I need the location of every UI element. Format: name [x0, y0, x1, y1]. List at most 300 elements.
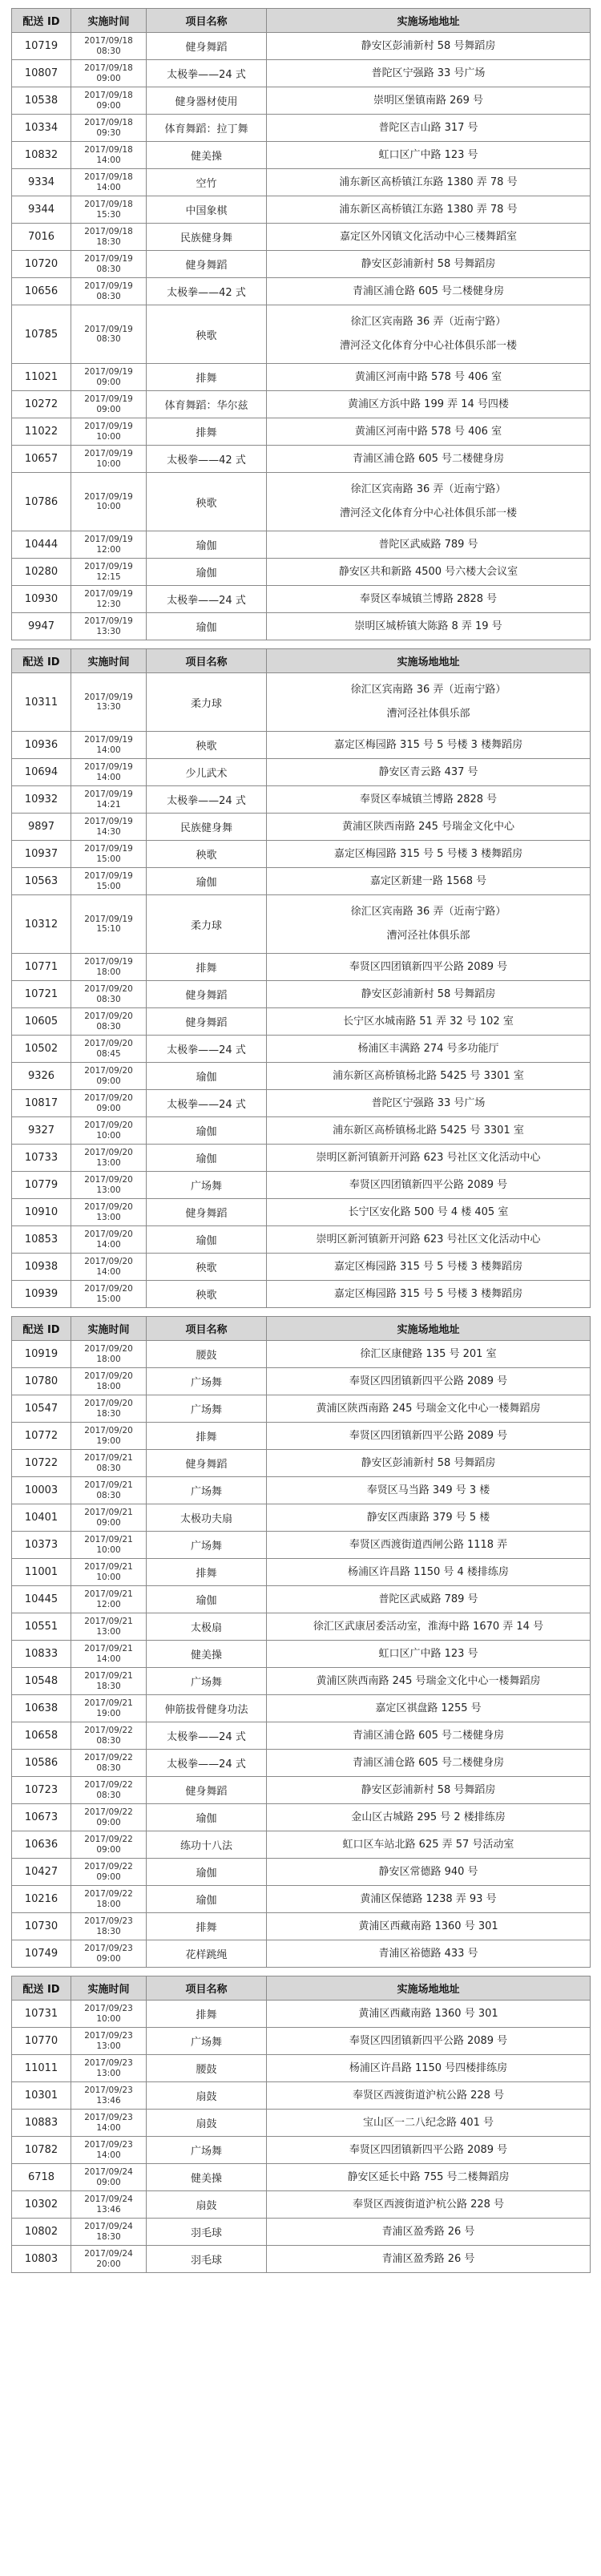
time-hour: 13:46 — [96, 2095, 121, 2106]
cell-project: 排舞 — [147, 364, 267, 391]
time-date: 2017/09/20 — [84, 1399, 133, 1409]
cell-id: 10883 — [12, 2110, 71, 2137]
address-line: 黄浦区西藏南路 1360 号 301 — [358, 2007, 498, 2020]
cell-id: 10785 — [12, 305, 71, 364]
address-line: 奉贤区四团镇新四平公路 2089 号 — [349, 1178, 508, 1191]
time-hour: 10:00 — [96, 2013, 121, 2024]
time-hour: 08:30 — [96, 291, 121, 301]
time-hour: 20:00 — [96, 2259, 121, 2269]
time-hour: 09:00 — [96, 377, 121, 387]
address-line: 奉贤区四团镇新四平公路 2089 号 — [349, 960, 508, 973]
cell-project: 中国象棋 — [147, 196, 267, 224]
cell-project: 秧歌 — [147, 473, 267, 531]
cell-id: 10719 — [12, 33, 71, 60]
section-spacer — [12, 1308, 591, 1317]
cell-id: 10216 — [12, 1886, 71, 1913]
address-line: 黄浦区河南中路 578 号 406 室 — [354, 425, 502, 438]
cell-address — [267, 1886, 591, 1913]
cell-address — [267, 1395, 591, 1423]
address-line: 黄浦区陕西南路 245 号瑞金文化中心 — [341, 820, 515, 833]
table-row — [12, 391, 591, 418]
address-line: 普陀区武威路 789 号 — [378, 538, 478, 551]
time-hour: 08:30 — [96, 1463, 121, 1473]
time-date: 2017/09/20 — [84, 1011, 133, 1022]
cell-id: 10656 — [12, 278, 71, 305]
time-hour: 10:00 — [96, 1130, 121, 1141]
cell-address — [267, 841, 591, 868]
cell-id: 9327 — [12, 1117, 71, 1145]
address-line: 崇明区新河镇新开河路 623 号社区文化活动中心 — [316, 1233, 541, 1246]
time-hour: 13:30 — [96, 702, 121, 712]
time-date: 2017/09/19 — [84, 616, 133, 627]
time-date: 2017/09/19 — [84, 491, 133, 502]
cell-project: 羽毛球 — [147, 2246, 267, 2273]
cell-address — [267, 1613, 591, 1641]
time-hour: 09:00 — [96, 1076, 121, 1086]
time-date: 2017/09/19 — [84, 254, 133, 264]
section-spacer-cell — [12, 1968, 591, 1976]
time-hour: 09:00 — [96, 1817, 121, 1827]
cell-project: 太极拳——24 式 — [147, 1750, 267, 1777]
cell-id: 10937 — [12, 841, 71, 868]
cell-project: 秧歌 — [147, 732, 267, 759]
time-hour: 09:00 — [96, 100, 121, 111]
cell-project: 健美操 — [147, 2164, 267, 2191]
table-row — [12, 1586, 591, 1613]
cell-address — [267, 278, 591, 305]
cell-address — [267, 1559, 591, 1586]
address-line: 奉贤区西渡街道西闸公路 1118 弄 — [349, 1538, 508, 1551]
time-date: 2017/09/20 — [84, 1371, 133, 1382]
table-row — [12, 1940, 591, 1968]
cell-id: 10334 — [12, 115, 71, 142]
cell-address — [267, 1450, 591, 1477]
cell-address — [267, 759, 591, 786]
time-date: 2017/09/21 — [84, 1671, 133, 1682]
cell-id: 11021 — [12, 364, 71, 391]
address-line: 漕河泾文化体育分中心社体俱乐部一楼 — [339, 340, 517, 352]
cell-address — [267, 1008, 591, 1036]
time-date: 2017/09/19 — [84, 817, 133, 827]
cell-time — [71, 1199, 147, 1226]
time-date: 2017/09/19 — [84, 422, 133, 432]
table-row — [12, 1477, 591, 1504]
cell-address — [267, 2164, 591, 2191]
time-hour: 14:00 — [96, 745, 121, 755]
time-date: 2017/09/22 — [84, 1753, 133, 1763]
time-hour: 08:30 — [96, 46, 121, 56]
cell-address — [267, 954, 591, 981]
address-line: 普陀区宁强路 33 号广场 — [371, 1096, 486, 1109]
cell-address — [267, 1281, 591, 1308]
cell-time — [71, 169, 147, 196]
cell-address — [267, 2082, 591, 2110]
cell-address — [267, 673, 591, 732]
address-line: 奉贤区马当路 349 号 3 楼 — [366, 1484, 490, 1496]
table-row — [12, 732, 591, 759]
table-row — [12, 1450, 591, 1477]
table-row — [12, 251, 591, 278]
time-date: 2017/09/20 — [84, 1039, 133, 1049]
cell-address — [267, 1804, 591, 1831]
table-row — [12, 1036, 591, 1063]
address-line: 普陀区宁强路 33 号广场 — [371, 67, 486, 79]
cell-time — [71, 2055, 147, 2082]
header-address: 实施场地地址 — [267, 649, 591, 673]
table-row — [12, 278, 591, 305]
time-hour: 14:00 — [96, 1653, 121, 1664]
cell-project: 健身舞蹈 — [147, 1450, 267, 1477]
cell-time — [71, 1532, 147, 1559]
table-row — [12, 1254, 591, 1281]
cell-address — [267, 531, 591, 559]
cell-id: 6718 — [12, 2164, 71, 2191]
cell-address — [267, 2001, 591, 2028]
cell-address — [267, 586, 591, 613]
time-hour: 08:30 — [96, 264, 121, 274]
time-date: 2017/09/18 — [84, 91, 133, 101]
address-line: 金山区古城路 295 号 2 楼排练房 — [351, 1811, 506, 1823]
address-line: 青浦区浦仓路 605 号二楼健身房 — [352, 452, 505, 465]
address-line: 嘉定区梅园路 315 号 5 号楼 3 楼舞蹈房 — [333, 847, 523, 860]
cell-address — [267, 1831, 591, 1859]
address-line: 奉贤区西渡街道沪杭公路 228 号 — [352, 2089, 505, 2102]
cell-address — [267, 1695, 591, 1722]
address-line: 漕河泾社体俱乐部 — [386, 708, 470, 720]
section-spacer-cell — [12, 640, 591, 649]
address-line: 青浦区浦仓路 605 号二楼健身房 — [352, 1729, 505, 1742]
cell-address — [267, 732, 591, 759]
time-date: 2017/09/19 — [84, 394, 133, 405]
cell-project: 太极拳——42 式 — [147, 446, 267, 473]
cell-address — [267, 1641, 591, 1668]
cell-address — [267, 1859, 591, 1886]
time-date: 2017/09/22 — [84, 1862, 133, 1872]
cell-address — [267, 196, 591, 224]
time-date: 2017/09/18 — [84, 63, 133, 74]
cell-address — [267, 1172, 591, 1199]
cell-project: 广场舞 — [147, 1368, 267, 1395]
cell-time — [71, 1804, 147, 1831]
address-line: 长宁区水城南路 51 弄 32 号 102 室 — [343, 1015, 514, 1028]
cell-time — [71, 1036, 147, 1063]
address-line: 徐汇区康健路 135 号 201 室 — [360, 1347, 497, 1360]
cell-time — [71, 391, 147, 418]
time-date: 2017/09/23 — [84, 1944, 133, 1954]
time-hour: 08:45 — [96, 1048, 121, 1059]
table-row — [12, 196, 591, 224]
cell-project: 瑜伽 — [147, 1804, 267, 1831]
cell-project: 瑜伽 — [147, 1226, 267, 1254]
cell-project: 民族健身舞 — [147, 814, 267, 841]
time-hour: 18:00 — [96, 1354, 121, 1364]
cell-project: 健身器材使用 — [147, 87, 267, 115]
address-line: 青浦区盈秀路 26 号 — [381, 2225, 475, 2238]
time-date: 2017/09/19 — [84, 762, 133, 773]
time-hour: 13:00 — [96, 2041, 121, 2051]
address-line: 嘉定区外冈镇文化活动中心三楼舞蹈室 — [339, 230, 517, 243]
cell-id: 10502 — [12, 1036, 71, 1063]
address-line: 虹口区广中路 123 号 — [378, 148, 478, 161]
cell-id: 10817 — [12, 1090, 71, 1117]
cell-id: 10853 — [12, 1226, 71, 1254]
header-address: 实施场地地址 — [267, 9, 591, 33]
cell-project: 瑜伽 — [147, 613, 267, 640]
address-line: 静安区彭浦新村 58 号舞蹈房 — [361, 987, 496, 1000]
cell-time — [71, 2137, 147, 2164]
address-line: 嘉定区梅园路 315 号 5 号楼 3 楼舞蹈房 — [333, 738, 523, 751]
cell-time — [71, 1477, 147, 1504]
cell-address — [267, 473, 591, 531]
cell-address — [267, 1722, 591, 1750]
cell-id: 10730 — [12, 1913, 71, 1940]
cell-project: 排舞 — [147, 1559, 267, 1586]
table-row — [12, 142, 591, 169]
table-row — [12, 2164, 591, 2191]
time-date: 2017/09/20 — [84, 984, 133, 995]
table-row — [12, 814, 591, 841]
cell-id: 11001 — [12, 1559, 71, 1586]
table-row — [12, 1341, 591, 1368]
time-hour: 12:30 — [96, 599, 121, 609]
cell-id: 10311 — [12, 673, 71, 732]
address-line: 静安区常德路 940 号 — [378, 1865, 478, 1878]
time-date: 2017/09/21 — [84, 1508, 133, 1518]
cell-id: 10749 — [12, 1940, 71, 1968]
address-line: 徐汇区宾南路 36 弄（近南宁路） — [350, 684, 506, 696]
cell-id: 10694 — [12, 759, 71, 786]
table-row — [12, 87, 591, 115]
cell-time — [71, 1641, 147, 1668]
cell-project: 体育舞蹈：拉丁舞 — [147, 115, 267, 142]
time-date: 2017/09/23 — [84, 2031, 133, 2041]
cell-time — [71, 1722, 147, 1750]
table-row — [12, 60, 591, 87]
table-row — [12, 954, 591, 981]
time-date: 2017/09/20 — [84, 1257, 133, 1267]
table-row — [12, 1395, 591, 1423]
cell-id: 10807 — [12, 60, 71, 87]
cell-address — [267, 559, 591, 586]
address-line: 嘉定区梅园路 315 号 5 号楼 3 楼舞蹈房 — [333, 1287, 523, 1300]
address-line: 杨浦区许昌路 1150 号 4 楼排练房 — [348, 1565, 509, 1578]
cell-time — [71, 1859, 147, 1886]
cell-address — [267, 814, 591, 841]
header-address: 实施场地地址 — [267, 1317, 591, 1341]
table-row — [12, 305, 591, 364]
cell-address — [267, 169, 591, 196]
time-hour: 08:30 — [96, 1021, 121, 1032]
cell-project: 太极拳——24 式 — [147, 1090, 267, 1117]
cell-address — [267, 613, 591, 640]
cell-time — [71, 868, 147, 895]
cell-time — [71, 2110, 147, 2137]
time-hour: 14:00 — [96, 2122, 121, 2133]
cell-time — [71, 418, 147, 446]
cell-project: 瑜伽 — [147, 868, 267, 895]
cell-address — [267, 2028, 591, 2055]
cell-time — [71, 2246, 147, 2273]
time-hour: 10:00 — [96, 1544, 121, 1555]
cell-time — [71, 1586, 147, 1613]
table-row — [12, 364, 591, 391]
cell-project: 扇鼓 — [147, 2110, 267, 2137]
time-date: 2017/09/19 — [84, 589, 133, 600]
time-date: 2017/09/21 — [84, 1562, 133, 1573]
cell-address — [267, 2219, 591, 2246]
address-line: 黄浦区陕西南路 245 号瑞金文化中心一楼舞蹈房 — [316, 1402, 541, 1415]
cell-id: 10932 — [12, 786, 71, 814]
table-header-row — [12, 9, 591, 33]
cell-time — [71, 1368, 147, 1395]
cell-time — [71, 981, 147, 1008]
cell-id: 10548 — [12, 1668, 71, 1695]
time-hour: 09:00 — [96, 73, 121, 83]
cell-address — [267, 2246, 591, 2273]
cell-project: 排舞 — [147, 1913, 267, 1940]
cell-time — [71, 1226, 147, 1254]
cell-project: 健身舞蹈 — [147, 251, 267, 278]
header-id: 配送 ID — [12, 1976, 71, 2001]
cell-time — [71, 87, 147, 115]
table-row — [12, 841, 591, 868]
time-hour: 18:30 — [96, 1681, 121, 1691]
cell-project: 广场舞 — [147, 1477, 267, 1504]
schedule-page — [11, 8, 590, 2273]
cell-id: 10771 — [12, 954, 71, 981]
address-line: 奉贤区四团镇新四平公路 2089 号 — [349, 2034, 508, 2047]
cell-time — [71, 1559, 147, 1586]
cell-address — [267, 1090, 591, 1117]
time-date: 2017/09/19 — [84, 844, 133, 854]
cell-id: 10401 — [12, 1504, 71, 1532]
table-row — [12, 868, 591, 895]
table-row — [12, 1423, 591, 1450]
address-line: 徐汇区宾南路 36 弄（近南宁路） — [350, 906, 506, 918]
address-line: 宝山区一二八纪念路 401 号 — [362, 2116, 494, 2129]
cell-time — [71, 586, 147, 613]
cell-project: 排舞 — [147, 418, 267, 446]
time-hour: 09:00 — [96, 1103, 121, 1113]
time-hour: 12:00 — [96, 1599, 121, 1609]
address-line: 嘉定区新建一路 1568 号 — [369, 874, 487, 887]
schedule-table-body — [12, 9, 591, 2273]
address-line: 奉贤区奉城镇兰博路 2828 号 — [359, 793, 498, 806]
cell-id: 10803 — [12, 2246, 71, 2273]
cell-project: 腰鼓 — [147, 1341, 267, 1368]
time-hour: 18:30 — [96, 1926, 121, 1936]
cell-id: 10832 — [12, 142, 71, 169]
cell-address — [267, 224, 591, 251]
address-line: 静安区青云路 437 号 — [378, 765, 478, 778]
address-line: 奉贤区四团镇新四平公路 2089 号 — [349, 2143, 508, 2156]
cell-id: 10772 — [12, 1423, 71, 1450]
time-hour: 09:00 — [96, 2177, 121, 2187]
cell-project: 练功十八法 — [147, 1831, 267, 1859]
cell-project: 空竹 — [147, 169, 267, 196]
cell-time — [71, 2219, 147, 2246]
cell-time — [71, 895, 147, 954]
cell-address — [267, 1586, 591, 1613]
cell-project: 柔力球 — [147, 895, 267, 954]
cell-time — [71, 1341, 147, 1368]
time-date: 2017/09/18 — [84, 200, 133, 210]
time-date: 2017/09/19 — [84, 789, 133, 800]
cell-time — [71, 531, 147, 559]
table-row — [12, 786, 591, 814]
cell-address — [267, 1913, 591, 1940]
cell-address — [267, 981, 591, 1008]
cell-time — [71, 1172, 147, 1199]
section-spacer — [12, 1968, 591, 1976]
cell-time — [71, 1395, 147, 1423]
cell-address — [267, 1750, 591, 1777]
time-hour: 14:00 — [96, 155, 121, 165]
time-hour: 14:00 — [96, 1266, 121, 1277]
cell-address — [267, 142, 591, 169]
cell-address — [267, 1777, 591, 1804]
cell-project: 太极拳——24 式 — [147, 60, 267, 87]
time-hour: 13:00 — [96, 1626, 121, 1637]
cell-project: 健身舞蹈 — [147, 981, 267, 1008]
cell-project: 健美操 — [147, 1641, 267, 1668]
address-line: 黄浦区西藏南路 1360 号 301 — [358, 1920, 498, 1932]
cell-time — [71, 142, 147, 169]
table-row — [12, 895, 591, 954]
time-date: 2017/09/23 — [84, 2058, 133, 2069]
time-date: 2017/09/19 — [84, 281, 133, 292]
cell-time — [71, 1913, 147, 1940]
cell-time — [71, 673, 147, 732]
address-line: 崇明区新河镇新开河路 623 号社区文化活动中心 — [316, 1151, 541, 1164]
schedule-table — [11, 8, 591, 2273]
table-row — [12, 2001, 591, 2028]
cell-project: 瑜伽 — [147, 531, 267, 559]
cell-project: 排舞 — [147, 954, 267, 981]
time-hour: 13:30 — [96, 626, 121, 636]
time-date: 2017/09/19 — [84, 735, 133, 745]
time-hour: 18:00 — [96, 967, 121, 977]
cell-id: 10638 — [12, 1695, 71, 1722]
table-header-row — [12, 1317, 591, 1341]
table-row — [12, 673, 591, 732]
cell-project: 太极功夫扇 — [147, 1504, 267, 1532]
time-hour: 13:00 — [96, 2068, 121, 2078]
cell-project: 广场舞 — [147, 1395, 267, 1423]
cell-id: 10936 — [12, 732, 71, 759]
time-hour: 14:00 — [96, 772, 121, 782]
cell-id: 10779 — [12, 1172, 71, 1199]
address-line: 奉贤区西渡街道沪杭公路 228 号 — [352, 2198, 505, 2211]
time-hour: 09:00 — [96, 1844, 121, 1855]
cell-project: 太极拳——24 式 — [147, 786, 267, 814]
time-date: 2017/09/24 — [84, 2249, 133, 2259]
cell-project: 秧歌 — [147, 1254, 267, 1281]
cell-project: 花样跳绳 — [147, 1940, 267, 1968]
cell-time — [71, 1008, 147, 1036]
table-row — [12, 1008, 591, 1036]
cell-address — [267, 1504, 591, 1532]
time-date: 2017/09/19 — [84, 562, 133, 572]
cell-project: 秧歌 — [147, 841, 267, 868]
cell-id: 10586 — [12, 1750, 71, 1777]
cell-address — [267, 786, 591, 814]
cell-address — [267, 1532, 591, 1559]
table-row — [12, 2246, 591, 2273]
cell-id: 11022 — [12, 418, 71, 446]
header-project: 项目名称 — [147, 1976, 267, 2001]
address-line: 青浦区浦仓路 605 号二楼健身房 — [352, 1756, 505, 1769]
